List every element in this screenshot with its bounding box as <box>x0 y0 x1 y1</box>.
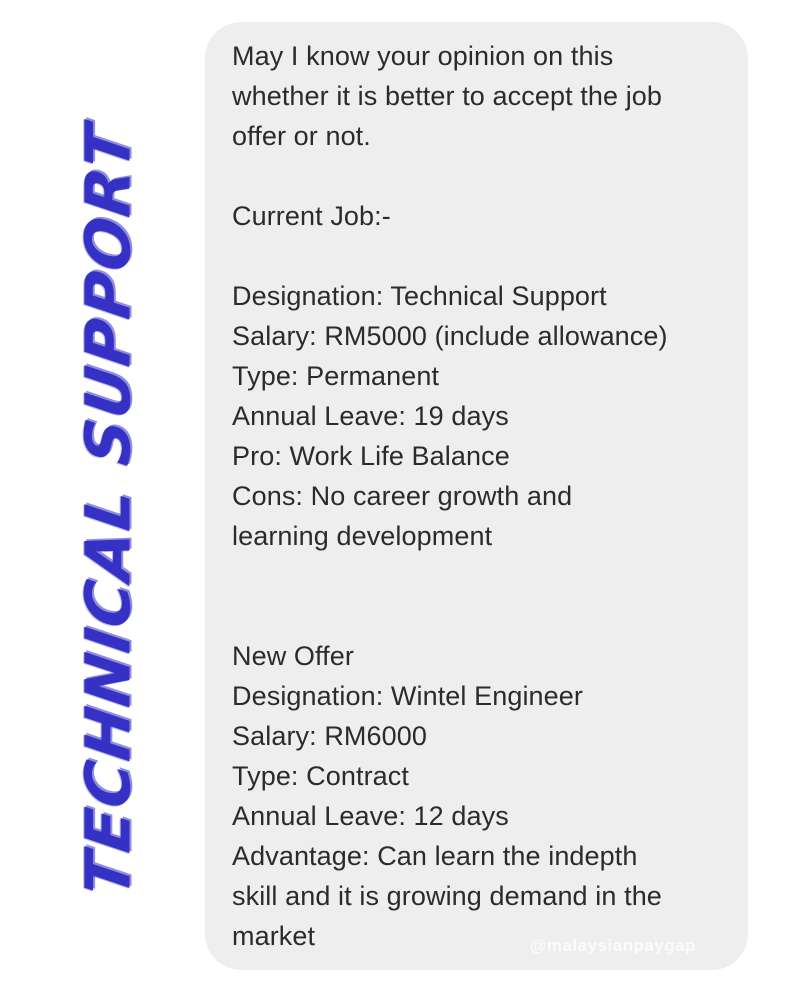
message-text <box>232 36 724 956</box>
message-line: skill and it is growing demand in the <box>232 881 662 911</box>
message-line: Cons: No career growth and <box>232 481 573 511</box>
message-line: whether it is better to accept the job <box>232 81 663 111</box>
message-line: Annual Leave: 19 days <box>232 401 509 431</box>
message-line: market <box>232 921 316 951</box>
message-line: Salary: RM5000 (include allowance) <box>232 321 668 351</box>
vertical-title: TECHNICAL SUPPORT <box>71 119 145 901</box>
message-line <box>232 556 724 596</box>
message-line: offer or not. <box>232 121 371 151</box>
message-line: Salary: RM6000 <box>232 721 427 751</box>
message-line: Designation: Wintel Engineer <box>232 681 583 711</box>
message-line: Advantage: Can learn the indepth <box>232 841 638 871</box>
message-line: learning development <box>232 521 493 551</box>
watermark: @malaysianpaygap <box>529 936 696 955</box>
message-line: May I know your opinion on this <box>232 41 614 71</box>
message-line: Current Job:- <box>232 201 391 231</box>
message-line <box>232 596 724 636</box>
message-line: Type: Contract <box>232 761 409 791</box>
message-line: Type: Permanent <box>232 361 440 391</box>
message-line: Pro: Work Life Balance <box>232 441 510 471</box>
message-line: New Offer <box>232 641 354 671</box>
chat-bubble <box>205 22 748 970</box>
message-line <box>232 156 724 196</box>
message-line <box>232 236 724 276</box>
message-line: Annual Leave: 12 days <box>232 801 509 831</box>
message-line: Designation: Technical Support <box>232 281 607 311</box>
